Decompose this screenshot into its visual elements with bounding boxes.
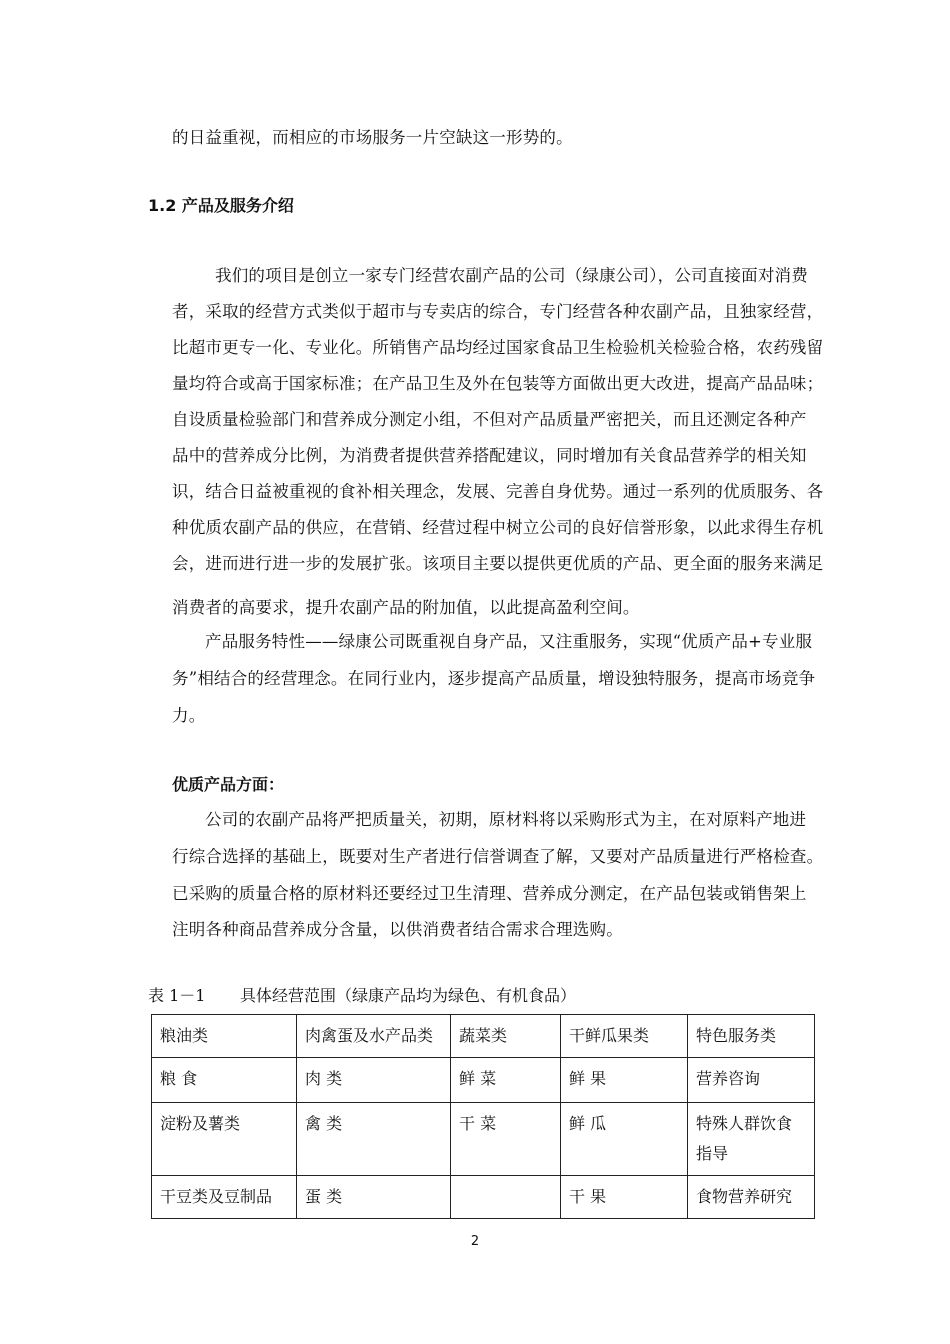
table-row	[152, 1176, 815, 1219]
table-cell: 营养咨询	[688, 1058, 815, 1103]
business-scope-table	[151, 1014, 815, 1219]
paragraph-line: 产品服务特性——绿康公司既重视自身产品，又注重服务，实现“优质产品+专业服	[205, 632, 813, 651]
section-heading: 1.2 产品及服务介绍	[148, 196, 294, 215]
table-cell: 禽 类	[297, 1103, 451, 1176]
table-cell: 鲜 果	[561, 1058, 688, 1103]
paragraph-line: 量均符合或高于国家标准；在产品卫生及外在包装等方面做出更大改进，提高产品品味；	[172, 374, 824, 393]
intro-tail-text: 的日益重视，而相应的市场服务一片空缺这一形势的。	[172, 128, 573, 147]
page-number: 2	[470, 1234, 480, 1249]
paragraph-line: 品中的营养成分比例，为消费者提供营养搭配建议，同时增加有关食品营养学的相关知	[172, 446, 807, 465]
table-cell: 干鲜瓜果类	[561, 1015, 688, 1058]
table-cell	[451, 1176, 561, 1219]
paragraph-line: 比超市更专一化、专业化。所销售产品均经过国家食品卫生检验机关检验合格，农药残留	[172, 338, 824, 357]
paragraph-line: 公司的农副产品将严把质量关，初期，原材料将以采购形式为主，在对原料产地进	[205, 810, 807, 829]
table-cell: 特殊人群饮食指导	[688, 1103, 815, 1176]
paragraph-line: 力。	[172, 706, 206, 725]
paragraph-line: 者，采取的经营方式类似于超市与专卖店的综合，专门经营各种农副产品，且独家经营，	[172, 302, 824, 321]
table-cell: 特色服务类	[688, 1015, 815, 1058]
paragraph-line: 已采购的质量合格的原材料还要经过卫生清理、营养成分测定，在产品包装或销售架上	[172, 884, 807, 903]
paragraph-line: 行综合选择的基础上，既要对生产者进行信誉调查了解，又要对产品质量进行严格检查。	[172, 847, 824, 866]
table-cell: 蔬菜类	[451, 1015, 561, 1058]
table-cell: 干豆类及豆制品	[152, 1176, 297, 1219]
table-cell: 粮油类	[152, 1015, 297, 1058]
table-cell: 干 果	[561, 1176, 688, 1219]
table-cell: 肉禽蛋及水产品类	[297, 1015, 451, 1058]
table-cell: 淀粉及薯类	[152, 1103, 297, 1176]
table-label: 表 1－1	[148, 986, 206, 1005]
paragraph-line: 务”相结合的经营理念。在同行业内，逐步提高产品质量，增设独特服务，提高市场竞争	[172, 669, 816, 688]
table-row	[152, 1103, 815, 1176]
paragraph-line: 种优质农副产品的供应，在营销、经营过程中树立公司的良好信誉形象，以此求得生存机	[172, 518, 824, 537]
paragraph-line: 自设质量检验部门和营养成分测定小组，不但对产品质量严密把关，而且还测定各种产	[172, 410, 807, 429]
paragraph-line: 消费者的高要求，提升农副产品的附加值，以此提高盈利空间。	[172, 598, 640, 617]
quality-products-heading: 优质产品方面：	[172, 775, 285, 794]
paragraph-line: 我们的项目是创立一家专门经营农副产品的公司（绿康公司），公司直接面对消费	[215, 266, 808, 285]
table-row	[152, 1058, 815, 1103]
paragraph-line: 识，结合日益被重视的食补相关理念，发展、完善自身优势。通过一系列的优质服务、各	[172, 482, 824, 501]
table-caption	[148, 983, 576, 1006]
table-cell: 粮 食	[152, 1058, 297, 1103]
table-row	[152, 1015, 815, 1058]
table-cell: 鲜 菜	[451, 1058, 561, 1103]
table-title: 具体经营范围（绿康产品均为绿色、有机食品）	[240, 986, 577, 1005]
paragraph-line: 会，进而进行进一步的发展扩张。该项目主要以提供更优质的产品、更全面的服务来满足	[172, 554, 824, 573]
paragraph-line: 注明各种商品营养成分含量，以供消费者结合需求合理选购。	[172, 920, 623, 939]
table-cell: 蛋 类	[297, 1176, 451, 1219]
table-cell: 干 菜	[451, 1103, 561, 1176]
table-cell: 鲜 瓜	[561, 1103, 688, 1176]
table-cell: 肉 类	[297, 1058, 451, 1103]
table-cell: 食物营养研究	[688, 1176, 815, 1219]
